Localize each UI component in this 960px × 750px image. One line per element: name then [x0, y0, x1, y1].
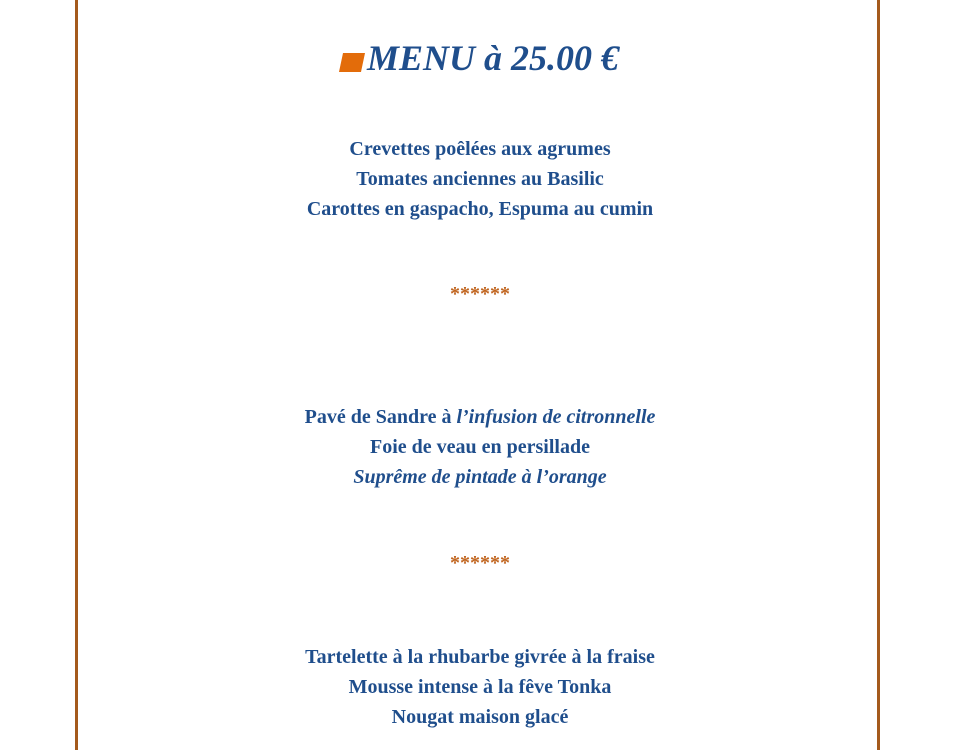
main-item: Suprême de pintade à l’orange: [353, 466, 607, 488]
main-item: Foie de veau en persillade: [370, 436, 590, 458]
main-item-text: Pavé de Sandre à: [304, 406, 457, 428]
square-bullet-icon: [339, 53, 365, 72]
starter-item: Carottes en gaspacho, Espuma au cumin: [306, 198, 654, 220]
starter-item: Crevettes poêlées aux agrumes: [349, 138, 611, 160]
menu-title: [0, 36, 960, 88]
main-item-italic-text: l’infusion de citronnelle: [456, 406, 656, 428]
dessert-item: Tartelette à la rhubarbe givrée à la fraise: [305, 646, 655, 668]
frame-left-border: [75, 0, 78, 750]
main-item: [0, 402, 960, 432]
mains-section: [0, 402, 960, 492]
section-separator: ******: [450, 552, 510, 574]
frame-right-border: [877, 0, 880, 750]
dessert-item: Nougat maison glacé: [391, 706, 569, 728]
menu-title-text: MENU à 25.00 €: [366, 38, 620, 78]
section-separator: ******: [450, 283, 510, 305]
desserts-section: [0, 642, 960, 732]
dessert-item: Mousse intense à la fêve Tonka: [348, 676, 612, 698]
starter-item: Tomates anciennes au Basilic: [356, 168, 604, 190]
starters-section: [0, 134, 960, 224]
